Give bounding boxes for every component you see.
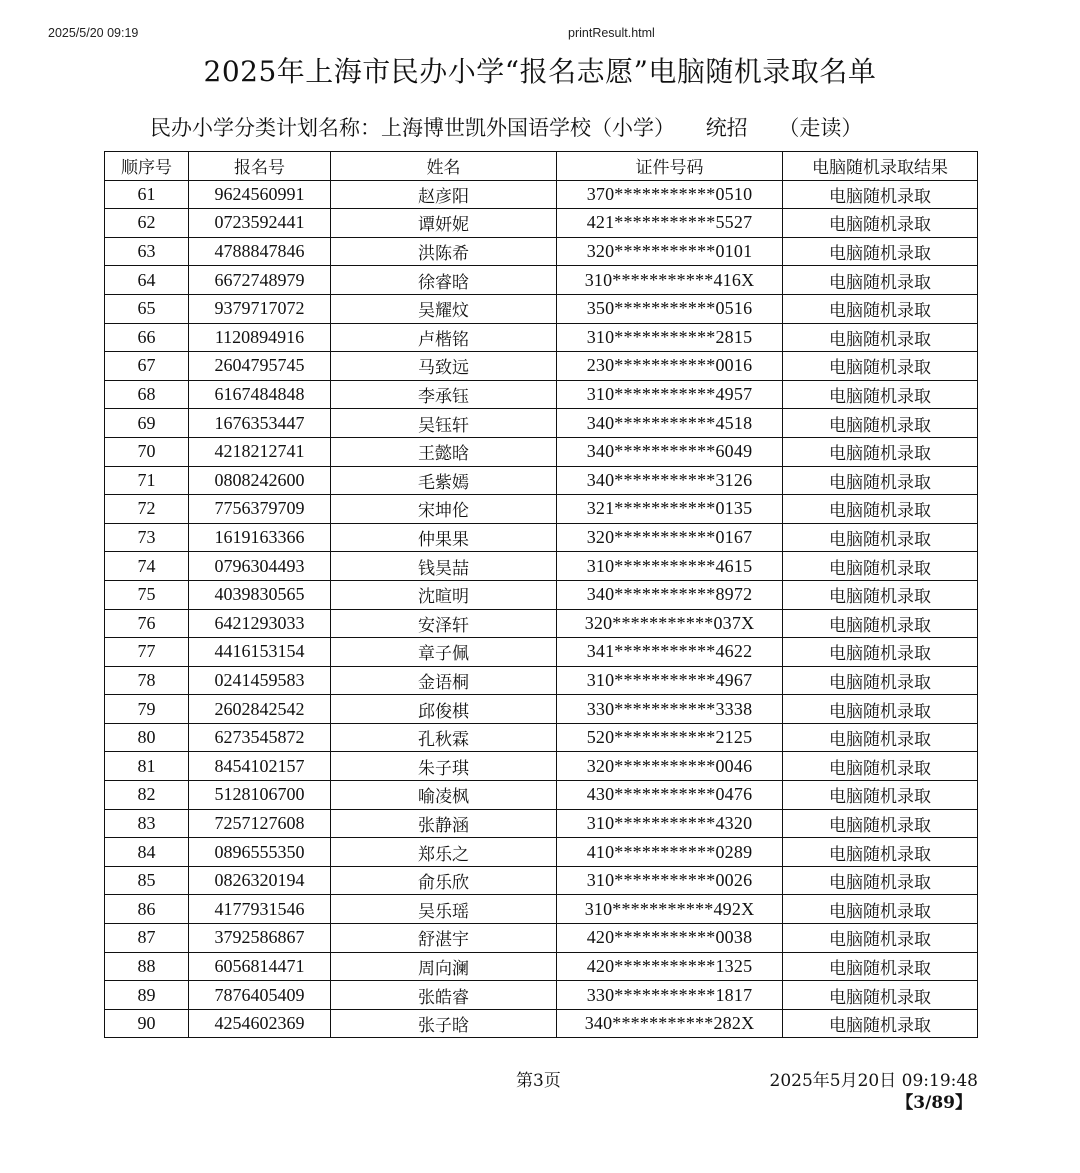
cell-sequence: 63 xyxy=(105,237,189,266)
cell-name: 李承钰 xyxy=(331,380,557,409)
cell-result: 电脑随机录取 xyxy=(783,523,978,552)
cell-registration-number: 0241459583 xyxy=(189,666,331,695)
cell-result: 电脑随机录取 xyxy=(783,866,978,895)
cell-name: 金语桐 xyxy=(331,666,557,695)
cell-registration-number: 2604795745 xyxy=(189,352,331,381)
cell-sequence: 85 xyxy=(105,866,189,895)
plan-type: 统招 xyxy=(705,116,748,140)
cell-id-number: 310***********4967 xyxy=(557,666,783,695)
cell-registration-number: 7876405409 xyxy=(189,981,331,1010)
cell-id-number: 330***********1817 xyxy=(557,981,783,1010)
cell-sequence: 74 xyxy=(105,552,189,581)
cell-result: 电脑随机录取 xyxy=(783,180,978,209)
cell-sequence: 79 xyxy=(105,695,189,724)
cell-result: 电脑随机录取 xyxy=(783,609,978,638)
cell-name: 喻凌枫 xyxy=(331,781,557,810)
table-row xyxy=(105,895,978,924)
cell-id-number: 310***********416X xyxy=(557,266,783,295)
cell-sequence: 81 xyxy=(105,752,189,781)
cell-sequence: 84 xyxy=(105,838,189,867)
cell-name: 赵彦阳 xyxy=(331,180,557,209)
cell-id-number: 310***********0026 xyxy=(557,866,783,895)
cell-result: 电脑随机录取 xyxy=(783,638,978,667)
cell-result: 电脑随机录取 xyxy=(783,209,978,238)
cell-id-number: 430***********0476 xyxy=(557,781,783,810)
table-row xyxy=(105,209,978,238)
table-row xyxy=(105,437,978,466)
cell-registration-number: 0808242600 xyxy=(189,466,331,495)
cell-name: 朱子琪 xyxy=(331,752,557,781)
cell-name: 吴耀炆 xyxy=(331,294,557,323)
header-result: 电脑随机录取结果 xyxy=(783,152,978,181)
cell-registration-number: 0896555350 xyxy=(189,838,331,867)
table-header-row xyxy=(105,152,978,181)
cell-registration-number: 3792586867 xyxy=(189,924,331,953)
table-row xyxy=(105,866,978,895)
cell-id-number: 370***********0510 xyxy=(557,180,783,209)
table-row xyxy=(105,237,978,266)
cell-registration-number: 2602842542 xyxy=(189,695,331,724)
cell-result: 电脑随机录取 xyxy=(783,294,978,323)
cell-registration-number: 1619163366 xyxy=(189,523,331,552)
cell-sequence: 77 xyxy=(105,638,189,667)
cell-sequence: 69 xyxy=(105,409,189,438)
table-row xyxy=(105,466,978,495)
table-row xyxy=(105,409,978,438)
admission-table xyxy=(104,151,978,1038)
cell-name: 沈暄明 xyxy=(331,580,557,609)
cell-registration-number: 4039830565 xyxy=(189,580,331,609)
table-row xyxy=(105,323,978,352)
cell-result: 电脑随机录取 xyxy=(783,895,978,924)
cell-result: 电脑随机录取 xyxy=(783,437,978,466)
cell-result: 电脑随机录取 xyxy=(783,409,978,438)
cell-sequence: 87 xyxy=(105,924,189,953)
header-name: 姓名 xyxy=(331,152,557,181)
cell-sequence: 76 xyxy=(105,609,189,638)
cell-name: 毛紫嫣 xyxy=(331,466,557,495)
table-row xyxy=(105,952,978,981)
cell-name: 卢楷铭 xyxy=(331,323,557,352)
cell-sequence: 65 xyxy=(105,294,189,323)
print-header xyxy=(0,26,1080,46)
plan-line xyxy=(150,112,868,142)
cell-sequence: 75 xyxy=(105,580,189,609)
cell-registration-number: 7257127608 xyxy=(189,809,331,838)
cell-registration-number: 0826320194 xyxy=(189,866,331,895)
cell-name: 郑乐之 xyxy=(331,838,557,867)
cell-result: 电脑随机录取 xyxy=(783,352,978,381)
cell-registration-number: 6167484848 xyxy=(189,380,331,409)
cell-registration-number: 9624560991 xyxy=(189,180,331,209)
table-row xyxy=(105,781,978,810)
cell-id-number: 341***********4622 xyxy=(557,638,783,667)
table-row xyxy=(105,180,978,209)
cell-result: 电脑随机录取 xyxy=(783,1009,978,1038)
cell-result: 电脑随机录取 xyxy=(783,838,978,867)
cell-result: 电脑随机录取 xyxy=(783,323,978,352)
table-row xyxy=(105,838,978,867)
cell-result: 电脑随机录取 xyxy=(783,809,978,838)
cell-id-number: 310***********492X xyxy=(557,895,783,924)
table-row xyxy=(105,752,978,781)
cell-registration-number: 1120894916 xyxy=(189,323,331,352)
cell-id-number: 420***********1325 xyxy=(557,952,783,981)
plan-mode: （走读） xyxy=(778,116,863,140)
cell-id-number: 320***********0046 xyxy=(557,752,783,781)
cell-id-number: 321***********0135 xyxy=(557,495,783,524)
cell-id-number: 310***********4957 xyxy=(557,380,783,409)
cell-name: 安泽轩 xyxy=(331,609,557,638)
cell-sequence: 83 xyxy=(105,809,189,838)
cell-name: 章子佩 xyxy=(331,638,557,667)
plan-name: 民办小学分类计划名称：上海博世凯外国语学校（小学） xyxy=(150,116,675,140)
cell-sequence: 68 xyxy=(105,380,189,409)
document-title: 2025年上海市民办小学“报名志愿”电脑随机录取名单 xyxy=(203,55,877,88)
table-row xyxy=(105,609,978,638)
cell-registration-number: 4416153154 xyxy=(189,638,331,667)
table-row xyxy=(105,723,978,752)
cell-sequence: 67 xyxy=(105,352,189,381)
header-registration-number: 报名号 xyxy=(189,152,331,181)
cell-result: 电脑随机录取 xyxy=(783,952,978,981)
cell-name: 俞乐欣 xyxy=(331,866,557,895)
cell-sequence: 89 xyxy=(105,981,189,1010)
cell-sequence: 64 xyxy=(105,266,189,295)
cell-registration-number: 1676353447 xyxy=(189,409,331,438)
cell-id-number: 520***********2125 xyxy=(557,723,783,752)
cell-registration-number: 4218212741 xyxy=(189,437,331,466)
cell-name: 张静涵 xyxy=(331,809,557,838)
cell-sequence: 66 xyxy=(105,323,189,352)
cell-id-number: 340***********6049 xyxy=(557,437,783,466)
cell-name: 吴钰轩 xyxy=(331,409,557,438)
cell-sequence: 90 xyxy=(105,1009,189,1038)
cell-result: 电脑随机录取 xyxy=(783,495,978,524)
table-row xyxy=(105,1009,978,1038)
table-row xyxy=(105,924,978,953)
cell-registration-number: 6273545872 xyxy=(189,723,331,752)
cell-name: 邱俊棋 xyxy=(331,695,557,724)
cell-name: 徐睿晗 xyxy=(331,266,557,295)
cell-result: 电脑随机录取 xyxy=(783,380,978,409)
cell-sequence: 61 xyxy=(105,180,189,209)
cell-result: 电脑随机录取 xyxy=(783,466,978,495)
cell-id-number: 320***********0167 xyxy=(557,523,783,552)
table-row xyxy=(105,981,978,1010)
cell-registration-number: 4177931546 xyxy=(189,895,331,924)
table-row xyxy=(105,266,978,295)
header-id-number: 证件号码 xyxy=(557,152,783,181)
cell-name: 张子晗 xyxy=(331,1009,557,1038)
cell-registration-number: 4788847846 xyxy=(189,237,331,266)
cell-name: 周向澜 xyxy=(331,952,557,981)
table-row xyxy=(105,809,978,838)
cell-name: 洪陈希 xyxy=(331,237,557,266)
cell-name: 谭妍妮 xyxy=(331,209,557,238)
cell-id-number: 320***********037X xyxy=(557,609,783,638)
cell-result: 电脑随机录取 xyxy=(783,752,978,781)
print-datetime: 2025/5/20 09:19 xyxy=(48,26,139,40)
table-row xyxy=(105,380,978,409)
cell-id-number: 310***********4320 xyxy=(557,809,783,838)
cell-sequence: 71 xyxy=(105,466,189,495)
cell-result: 电脑随机录取 xyxy=(783,924,978,953)
table-row xyxy=(105,552,978,581)
cell-id-number: 350***********0516 xyxy=(557,294,783,323)
cell-id-number: 340***********4518 xyxy=(557,409,783,438)
cell-sequence: 62 xyxy=(105,209,189,238)
cell-name: 孔秋霖 xyxy=(331,723,557,752)
table-row xyxy=(105,352,978,381)
cell-id-number: 310***********2815 xyxy=(557,323,783,352)
cell-registration-number: 0796304493 xyxy=(189,552,331,581)
cell-result: 电脑随机录取 xyxy=(783,580,978,609)
table-row xyxy=(105,695,978,724)
table-row xyxy=(105,666,978,695)
footer-timestamp: 2025年5月20日 09:19:48 xyxy=(769,1071,978,1091)
cell-id-number: 340***********8972 xyxy=(557,580,783,609)
table-row xyxy=(105,294,978,323)
cell-id-number: 340***********3126 xyxy=(557,466,783,495)
cell-registration-number: 5128106700 xyxy=(189,781,331,810)
cell-name: 舒湛宇 xyxy=(331,924,557,953)
cell-result: 电脑随机录取 xyxy=(783,666,978,695)
cell-registration-number: 6672748979 xyxy=(189,266,331,295)
cell-sequence: 78 xyxy=(105,666,189,695)
cell-result: 电脑随机录取 xyxy=(783,237,978,266)
page-label: 第3页 xyxy=(516,1071,561,1091)
cell-result: 电脑随机录取 xyxy=(783,781,978,810)
cell-name: 马致远 xyxy=(331,352,557,381)
cell-registration-number: 4254602369 xyxy=(189,1009,331,1038)
cell-result: 电脑随机录取 xyxy=(783,981,978,1010)
page-count: 【3/89】 xyxy=(896,1093,972,1113)
cell-name: 宋坤伦 xyxy=(331,495,557,524)
header-sequence: 顺序号 xyxy=(105,152,189,181)
cell-result: 电脑随机录取 xyxy=(783,266,978,295)
table-row xyxy=(105,523,978,552)
print-filename: printResult.html xyxy=(568,26,655,40)
cell-sequence: 88 xyxy=(105,952,189,981)
cell-registration-number: 6421293033 xyxy=(189,609,331,638)
cell-name: 仲果果 xyxy=(331,523,557,552)
cell-registration-number: 9379717072 xyxy=(189,294,331,323)
cell-id-number: 230***********0016 xyxy=(557,352,783,381)
cell-registration-number: 7756379709 xyxy=(189,495,331,524)
cell-sequence: 86 xyxy=(105,895,189,924)
cell-id-number: 420***********0038 xyxy=(557,924,783,953)
table-row xyxy=(105,638,978,667)
table-row xyxy=(105,495,978,524)
cell-result: 电脑随机录取 xyxy=(783,723,978,752)
cell-name: 吴乐瑶 xyxy=(331,895,557,924)
table-body xyxy=(105,180,978,1038)
cell-registration-number: 6056814471 xyxy=(189,952,331,981)
cell-id-number: 320***********0101 xyxy=(557,237,783,266)
table-row xyxy=(105,580,978,609)
cell-id-number: 330***********3338 xyxy=(557,695,783,724)
cell-id-number: 310***********4615 xyxy=(557,552,783,581)
cell-id-number: 410***********0289 xyxy=(557,838,783,867)
cell-name: 王懿晗 xyxy=(331,437,557,466)
cell-sequence: 70 xyxy=(105,437,189,466)
cell-sequence: 73 xyxy=(105,523,189,552)
cell-name: 张皓睿 xyxy=(331,981,557,1010)
cell-result: 电脑随机录取 xyxy=(783,695,978,724)
cell-sequence: 80 xyxy=(105,723,189,752)
cell-result: 电脑随机录取 xyxy=(783,552,978,581)
cell-sequence: 82 xyxy=(105,781,189,810)
cell-registration-number: 8454102157 xyxy=(189,752,331,781)
cell-name: 钱昊喆 xyxy=(331,552,557,581)
cell-sequence: 72 xyxy=(105,495,189,524)
cell-id-number: 421***********5527 xyxy=(557,209,783,238)
cell-registration-number: 0723592441 xyxy=(189,209,331,238)
cell-id-number: 340***********282X xyxy=(557,1009,783,1038)
